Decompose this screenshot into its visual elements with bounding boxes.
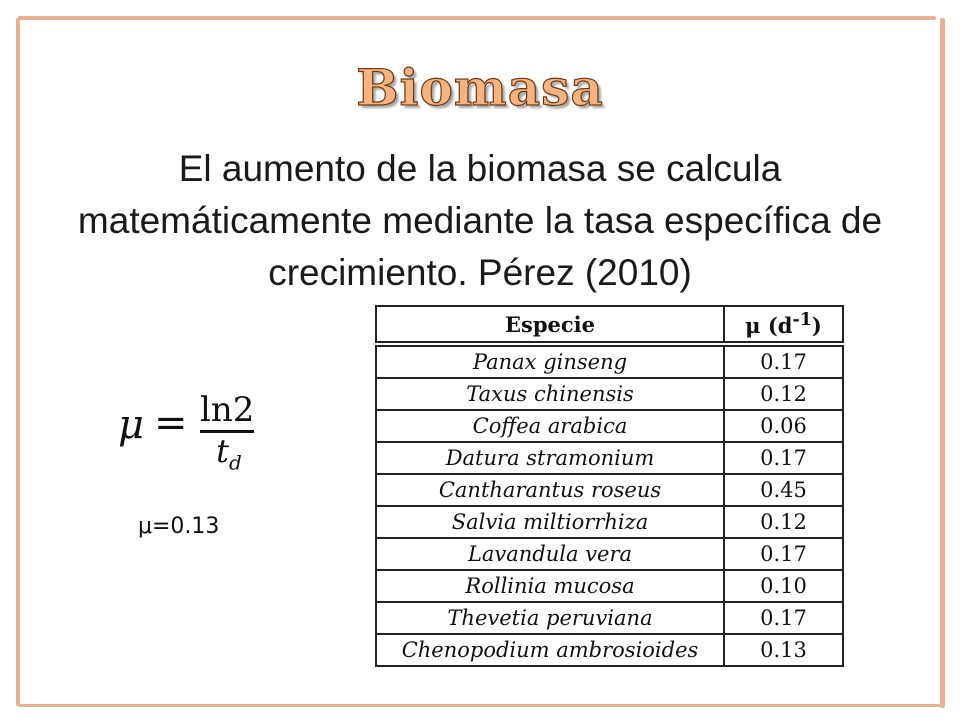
species-cell: Cantharantus roseus: [376, 474, 724, 506]
species-cell: Chenopodium ambrosioides: [376, 634, 724, 666]
table-row: [376, 378, 843, 410]
species-cell: Salvia miltiorrhiza: [376, 506, 724, 538]
growth-table-header: [375, 305, 844, 343]
table-row: [376, 442, 843, 474]
table-row: [376, 570, 843, 602]
species-cell: Coffea arabica: [376, 410, 724, 442]
mu-cell: 0.17: [724, 442, 843, 474]
slide-frame-right: [940, 18, 945, 708]
mu-cell: 0.17: [724, 602, 843, 634]
table-row: [376, 538, 843, 570]
table-header-row: [376, 306, 843, 342]
header-mu-text: μ (d: [745, 313, 793, 338]
mu-cell: 0.12: [724, 378, 843, 410]
formula-denominator-t: t: [216, 432, 230, 470]
table-row: [376, 634, 843, 666]
table-row: [376, 474, 843, 506]
species-cell: Panax ginseng: [376, 346, 724, 378]
mu-cell: 0.45: [724, 474, 843, 506]
table-row: [376, 602, 843, 634]
species-cell: Taxus chinensis: [376, 378, 724, 410]
growth-rate-formula: [118, 390, 268, 475]
header-mu-exponent: -1: [792, 310, 812, 330]
table-row: [376, 410, 843, 442]
slide-frame-top: [18, 16, 936, 20]
formula-mu: μ: [118, 402, 144, 448]
formula-numerator: ln2: [200, 390, 255, 430]
growth-table-body: [375, 345, 844, 667]
formula-equals: =: [154, 400, 188, 446]
mu-cell: 0.06: [724, 410, 843, 442]
species-cell: Rollinia mucosa: [376, 570, 724, 602]
mu-cell: 0.12: [724, 506, 843, 538]
slide-title: Biomasa: [356, 58, 604, 117]
slide-description: El aumento de la biomasa se calcula matemáticamente mediante la tasa específica de crecimiento. Pérez (2010): [77, 148, 883, 293]
mu-cell: 0.10: [724, 570, 843, 602]
header-mu-close: ): [811, 313, 822, 338]
mu-cell: 0.17: [724, 346, 843, 378]
species-cell: Lavandula vera: [376, 538, 724, 570]
formula-denominator: [202, 432, 256, 474]
species-cell: Thevetia peruviana: [376, 602, 724, 634]
header-mu: [724, 306, 843, 342]
mu-cell: 0.17: [724, 538, 843, 570]
formula-denominator-subscript: d: [229, 450, 242, 475]
table-row: [376, 506, 843, 538]
table-row: [376, 346, 843, 378]
mu-cell: 0.13: [724, 634, 843, 666]
slide-frame-bottom: [18, 704, 944, 707]
mu-value-label: μ=0.13: [138, 514, 220, 539]
header-species: Especie: [376, 306, 724, 342]
species-cell: Datura stramonium: [376, 442, 724, 474]
slide-frame-left: [16, 18, 20, 706]
